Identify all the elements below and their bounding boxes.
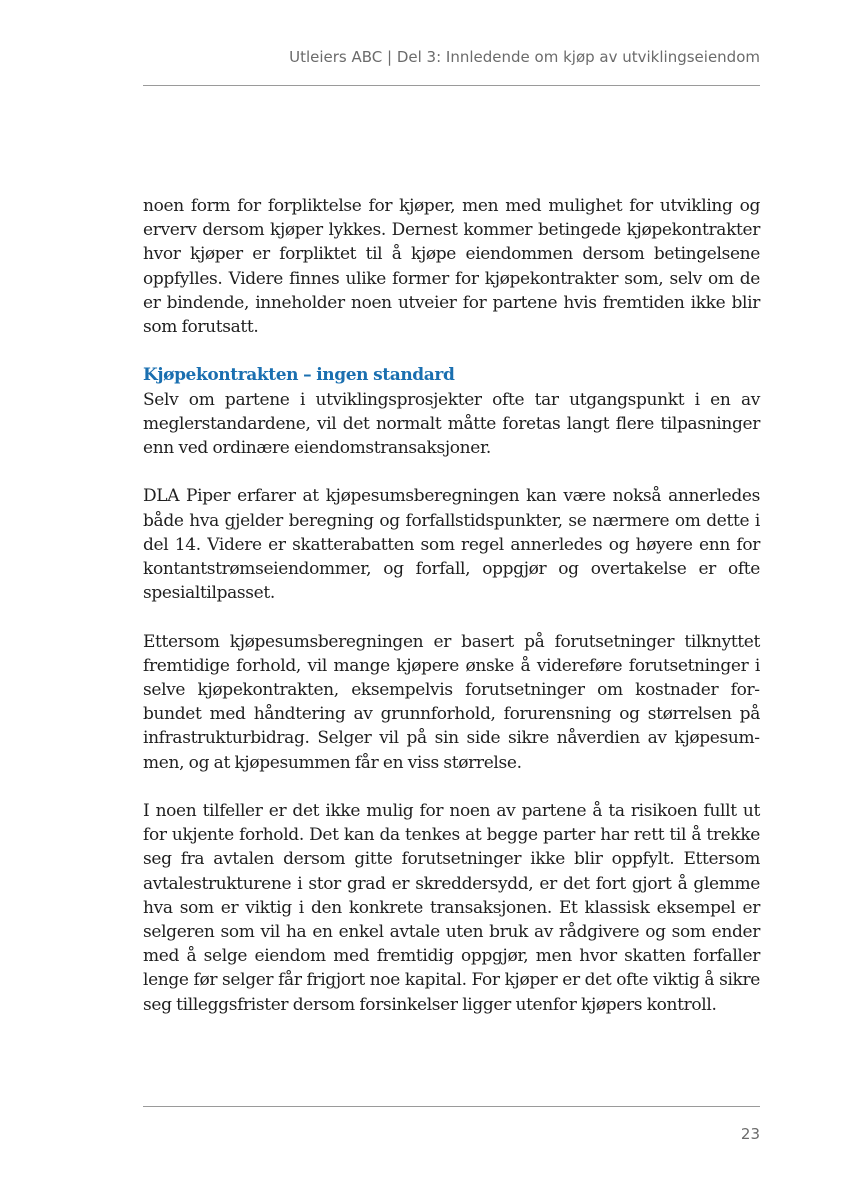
section-block	[143, 363, 760, 460]
body-paragraph-2: DLA Piper erfarer at kjøpesumsberegningen kan være nokså annerledes både hva gjelder beregning og forfallstidspunkter, se nærmere om dette i del 14. Videre er skatterabatten som regel annerledes og høyere enn for kontantstrømseiendommer, og forfall, oppgjør og overtakelse er ofte spesialtilpasset.	[143, 486, 760, 604]
body-paragraph-1: Selv om partene i utviklingsprosjekter ofte tar utgangspunkt i en av meglerstandardene, vil det normalt måtte foretas langt flere tilpasninger enn ved ordinære eiendomstransaksjoner.	[143, 389, 760, 459]
section-heading: Kjøpekontrakten – ingen standard	[143, 365, 455, 386]
footer-divider	[143, 1106, 760, 1107]
intro-paragraph: noen form for forpliktelse for kjøper, men med mulighet for utvikling og erverv dersom kjøper lykkes. Dernest kommer betingede kjøpekontrakter hvor kjøper er forpliktet til å kjøpe eiendommen dersom betingelsene oppfylles. Videre finnes ulike former for kjøpekontrakter som, selv om de er bindende, inneholder noen utveier for partene hvis fremtiden ikke blir som forutsatt.	[143, 196, 760, 338]
running-header: Utleiers ABC | Del 3: Innledende om kjøp av utviklingseiendom	[289, 48, 760, 66]
page-body	[143, 194, 760, 1041]
body-paragraph-4: I noen tilfeller er det ikke mulig for noen av partene å ta risikoen fullt ut for ukjente forhold. Det kan da tenkes at begge parter har rett til å trekke seg fra avtalen dersom gitte forutsetninger ikke blir oppfylt. Ettersom avtalestrukturene i stor grad er skreddersydd, er det fort gjort å glemme hva som er viktig i den konkrete transaksjonen. Et klassisk eksempel er selgeren som vil ha en enkel avtale uten bruk av rådgivere og som ender med å selge eiendom med fremtidig oppgjør, men hvor skatten forfaller lenge før selger får frigjort noe kapital. For kjøper er det ofte viktig å sikre seg tilleggsfrister dersom forsinkelser ligger utenfor kjøpers kontroll.	[143, 801, 760, 1015]
header-divider	[143, 85, 760, 86]
body-paragraph-3: Ettersom kjøpesumsberegningen er basert på forutsetninger tilknyttet fremtidige forhold, vil mange kjøpere ønske å videreføre forutsetninger i selve kjøpekontrakten, eksempelvis forutsetninger om kostnader forbundet med håndtering av grunnforhold, forurensning og størrelsen på infrastrukturbidrag. Selger vil på sin side sikre nåverdien av kjøpesummen, og at kjøpesummen får en viss størrelse.	[143, 631, 760, 773]
page-number: 23	[740, 1125, 760, 1143]
